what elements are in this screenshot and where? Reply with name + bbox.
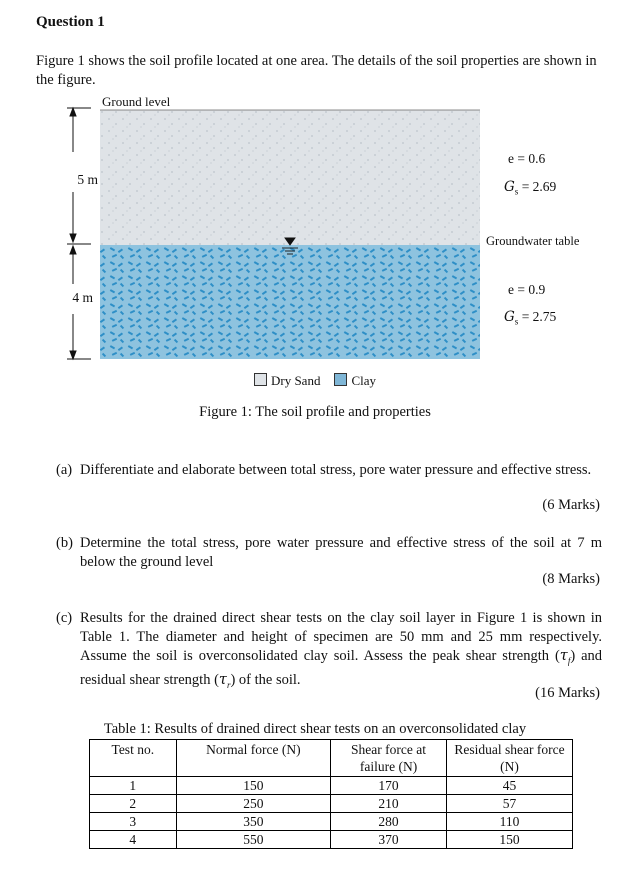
ground-level-label: Ground level [102,94,171,109]
question-b-text: Determine the total stress, pore water pressure and effective stress of the soil at 7 m below the ground level [80,535,602,570]
question-a-label: (a) [56,462,73,478]
figure-legend [0,373,630,389]
question-a-text: Differentiate and elaborate between total stress, pore water pressure and effective stress. [80,462,592,478]
intro-paragraph: Figure 1 shows the soil profile located at one area. The details of the soil properties are shown in the figure. [36,53,597,88]
layer1-specific-gravity: $G_s = 2.69$ [504,179,557,197]
depth-label-bottom: 4 m [72,290,93,305]
layer2-specific-gravity: $G_s = 2.75$ [504,309,557,327]
table-cell: 150 [176,777,330,795]
dry-sand-swatch [254,373,267,386]
table-cell: 150 [446,831,572,849]
table-cell: 2 [90,795,177,813]
table-cell: 280 [331,813,447,831]
question-a-marks: (6 Marks) [542,497,600,513]
table-cell: 370 [331,831,447,849]
header-test-no: Test no. [90,740,177,777]
table-cell: 550 [176,831,330,849]
header-shear-force: Shear force at failure (N) [331,740,447,777]
depth-label-top: 5 m [77,172,98,187]
table-cell: 1 [90,777,177,795]
table-cell: 110 [446,813,572,831]
table-cell: 170 [331,777,447,795]
groundwater-table-label: Groundwater table [486,234,580,248]
question-b [56,534,602,572]
question-c-label: (c) [56,610,73,626]
question-c-text: Results for the drained direct shear tests on the clay soil layer in Figure 1 is shown in Table 1. The diameter and height of specimen are 50 mm and 25 mm respectively. Assume the soil is overconsolidated clay soil. Assess the peak shear strength $(\tau_f)$ and residual shear strength $(\tau_r)$ of the soil. [80,610,603,690]
table-caption: Table 1: Results of drained direct shear tests on an overconsolidated clay [103,721,527,737]
table-cell: 350 [176,813,330,831]
table-row [90,795,573,813]
table-cell: 57 [446,795,572,813]
clay-swatch [334,373,347,386]
table-cell: 45 [446,777,572,795]
table-cell: 3 [90,813,177,831]
question-b-marks: (8 Marks) [542,571,600,587]
table-row [90,777,573,795]
clay-layer [100,245,480,359]
dry-sand-layer [100,110,480,245]
table-header-row [90,740,573,777]
layer1-void-ratio: e = 0.6 [508,151,546,166]
header-residual-force: Residual shear force (N) [446,740,572,777]
header-normal-force: Normal force (N) [176,740,330,777]
shear-test-table [89,739,573,849]
layer2-void-ratio: e = 0.9 [508,282,546,297]
legend-dry-sand: Dry Sand [270,373,321,388]
table-cell: 250 [176,795,330,813]
question-heading: Question 1 [36,14,105,30]
question-c-marks: (16 Marks) [535,685,600,701]
question-b-label: (b) [56,535,73,551]
question-c [56,609,602,695]
figure-caption: Figure 1: The soil profile and properties [199,404,431,420]
table-row [90,813,573,831]
legend-clay: Clay [351,373,377,388]
table-row [90,831,573,849]
question-a [56,461,602,480]
table-cell: 210 [331,795,447,813]
table-cell: 4 [90,831,177,849]
